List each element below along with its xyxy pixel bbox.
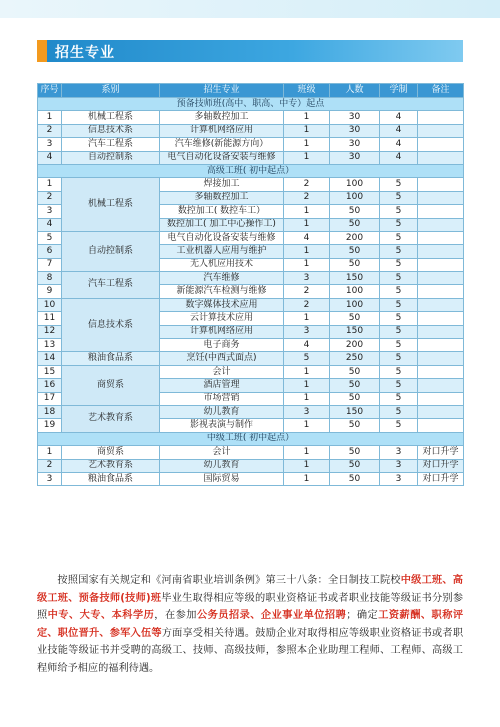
cell-people: 150: [330, 325, 380, 338]
section-heading: 高级工班( 初中起点）: [38, 164, 464, 177]
cell-people: 200: [330, 231, 380, 244]
table-row: [38, 405, 464, 418]
body-text: 方面享受相关待遇。鼓励企业对取得相应等级职业资格证书或者职业技能等级证书并受聘的高级工、技师、高级技师，参照本企业助理工程师、工程师、高级工程师给予相应的福利待遇。: [37, 627, 464, 674]
cell-major: 电子商务: [160, 339, 284, 352]
cell-no: 7: [38, 258, 62, 271]
cell-people: 50: [330, 312, 380, 325]
cell-no: 11: [38, 312, 62, 325]
section-title: 招生专业: [55, 45, 115, 61]
cell-dept: 商贸系: [62, 446, 160, 459]
cell-people: 50: [330, 218, 380, 231]
cell-major: 酒店管理: [160, 379, 284, 392]
cell-years: 4: [380, 138, 418, 151]
cell-years: 5: [380, 298, 418, 311]
cell-classes: 1: [284, 151, 330, 164]
cell-note: 对口升学: [418, 472, 464, 485]
header-years: 学制: [380, 84, 418, 98]
cell-major: 电气自动化设备安装与维修: [160, 151, 284, 164]
cell-note: [418, 205, 464, 218]
cell-no: 6: [38, 245, 62, 258]
cell-classes: 4: [284, 339, 330, 352]
cell-major: 多轴数控加工: [160, 111, 284, 124]
cell-classes: 1: [284, 459, 330, 472]
cell-note: 对口升学: [418, 459, 464, 472]
cell-years: 5: [380, 405, 418, 418]
cell-years: 4: [380, 151, 418, 164]
cell-classes: 1: [284, 392, 330, 405]
cell-no: 12: [38, 325, 62, 338]
cell-classes: 1: [284, 419, 330, 432]
cell-major: 烹饪(中西式面点): [160, 352, 284, 365]
cell-people: 30: [330, 124, 380, 137]
cell-people: 200: [330, 339, 380, 352]
cell-classes: 3: [284, 272, 330, 285]
cell-years: 5: [380, 392, 418, 405]
cell-note: [418, 231, 464, 244]
cell-dept: 信息技术系: [62, 298, 160, 352]
cell-years: 4: [380, 111, 418, 124]
cell-major: 新能源汽车检测与维修: [160, 285, 284, 298]
cell-dept: 艺术教育系: [62, 459, 160, 472]
cell-years: 5: [380, 419, 418, 432]
cell-classes: 1: [284, 312, 330, 325]
cell-note: [418, 379, 464, 392]
cell-note: [418, 392, 464, 405]
cell-major: 影视表演与制作: [160, 419, 284, 432]
cell-classes: 3: [284, 325, 330, 338]
section-heading-row: [38, 98, 464, 111]
table-row: [38, 178, 464, 191]
cell-classes: 2: [284, 298, 330, 311]
cell-years: 5: [380, 258, 418, 271]
cell-no: 2: [38, 459, 62, 472]
cell-years: 5: [380, 272, 418, 285]
cell-people: 50: [330, 365, 380, 378]
cell-no: 9: [38, 285, 62, 298]
header-dept: 系别: [62, 84, 160, 98]
cell-note: [418, 124, 464, 137]
cell-major: 汽车维修: [160, 272, 284, 285]
section-heading: 预备技师班(高中、职高、中专）起点: [38, 98, 464, 111]
table-row: [38, 459, 464, 472]
table-row: [38, 231, 464, 244]
cell-no: 8: [38, 272, 62, 285]
cell-classes: 1: [284, 111, 330, 124]
body-text: 按照国家有关规定和《河南省职业培训条例》第三十八条：全日制技工院校: [57, 575, 401, 586]
table-row: [38, 472, 464, 485]
cell-years: 3: [380, 446, 418, 459]
cell-years: 5: [380, 379, 418, 392]
highlight-text: 中级工班、高级工班、预备技师(技师)班: [37, 575, 463, 604]
cell-people: 50: [330, 258, 380, 271]
cell-no: 14: [38, 352, 62, 365]
cell-major: 焊接加工: [160, 178, 284, 191]
cell-classes: 2: [284, 178, 330, 191]
table-body: [38, 98, 464, 486]
cell-people: 50: [330, 459, 380, 472]
cell-note: [418, 178, 464, 191]
cell-note: [418, 325, 464, 338]
cell-years: 5: [380, 231, 418, 244]
cell-classes: 1: [284, 138, 330, 151]
cell-classes: 5: [284, 352, 330, 365]
cell-note: [418, 245, 464, 258]
cell-years: 3: [380, 472, 418, 485]
cell-people: 50: [330, 446, 380, 459]
cell-dept: 粮油食品系: [62, 352, 160, 365]
cell-note: [418, 365, 464, 378]
policy-text: [37, 572, 463, 678]
cell-no: 2: [38, 124, 62, 137]
cell-years: 5: [380, 312, 418, 325]
cell-people: 250: [330, 352, 380, 365]
cell-classes: 2: [284, 191, 330, 204]
cell-dept: 汽车工程系: [62, 272, 160, 299]
cell-no: 16: [38, 379, 62, 392]
cell-no: 17: [38, 392, 62, 405]
cell-years: 4: [380, 124, 418, 137]
cell-people: 150: [330, 272, 380, 285]
header-note: 备注: [418, 84, 464, 98]
cell-no: 1: [38, 178, 62, 191]
cell-dept: 自动控制系: [62, 151, 160, 164]
cell-dept: 自动控制系: [62, 231, 160, 271]
cell-classes: 1: [284, 446, 330, 459]
cell-dept: 粮油食品系: [62, 472, 160, 485]
cell-major: 计算机网络应用: [160, 325, 284, 338]
cell-no: 15: [38, 365, 62, 378]
cell-classes: 1: [284, 218, 330, 231]
cell-years: 5: [380, 339, 418, 352]
section-heading-row: [38, 164, 464, 177]
cell-dept: 汽车工程系: [62, 138, 160, 151]
table-row: [38, 272, 464, 285]
majors-table: [37, 83, 464, 486]
cell-people: 30: [330, 151, 380, 164]
cell-major: 数控加工( 数控车工）: [160, 205, 284, 218]
cell-years: 5: [380, 245, 418, 258]
cell-note: [418, 352, 464, 365]
cell-note: [418, 258, 464, 271]
table-row: [38, 365, 464, 378]
cell-classes: 3: [284, 405, 330, 418]
table-row: [38, 124, 464, 137]
cell-note: [418, 191, 464, 204]
cell-people: 150: [330, 405, 380, 418]
cell-no: 10: [38, 298, 62, 311]
cell-major: 多轴数控加工: [160, 191, 284, 204]
table-header-row: [38, 84, 464, 98]
cell-no: 4: [38, 218, 62, 231]
highlight-text: 中专、大专、本科学历: [47, 610, 155, 622]
cell-years: 3: [380, 459, 418, 472]
cell-no: 19: [38, 419, 62, 432]
cell-people: 100: [330, 191, 380, 204]
table-row: [38, 138, 464, 151]
cell-note: [418, 312, 464, 325]
header-major: 招生专业: [160, 84, 284, 98]
cell-dept: 机械工程系: [62, 178, 160, 232]
cell-years: 5: [380, 178, 418, 191]
cell-no: 18: [38, 405, 62, 418]
cell-major: 工业机器人应用与维护: [160, 245, 284, 258]
table-row: [38, 446, 464, 459]
cell-major: 数字媒体技术应用: [160, 298, 284, 311]
body-text: ，在参加: [154, 610, 197, 622]
cell-years: 5: [380, 325, 418, 338]
cell-people: 50: [330, 392, 380, 405]
section-heading-row: [38, 432, 464, 445]
cell-major: 幼儿教育: [160, 459, 284, 472]
header-people: 人数: [330, 84, 380, 98]
cell-no: 1: [38, 111, 62, 124]
cell-people: 50: [330, 472, 380, 485]
cell-classes: 1: [284, 124, 330, 137]
cell-note: [418, 405, 464, 418]
cell-people: 30: [330, 111, 380, 124]
body-text: ；确定: [346, 610, 379, 622]
section-title-bar: [37, 40, 463, 62]
cell-classes: 1: [284, 205, 330, 218]
cell-major: 计算机网络应用: [160, 124, 284, 137]
cell-note: [418, 218, 464, 231]
title-accent-block: [37, 40, 47, 62]
cell-note: [418, 298, 464, 311]
cell-major: 无人机应用技术: [160, 258, 284, 271]
cell-classes: 4: [284, 231, 330, 244]
cell-note: [418, 339, 464, 352]
cell-major: 会计: [160, 365, 284, 378]
cell-note: [418, 419, 464, 432]
cell-note: [418, 138, 464, 151]
cell-major: 会计: [160, 446, 284, 459]
cell-years: 5: [380, 218, 418, 231]
cell-no: 3: [38, 472, 62, 485]
cell-people: 100: [330, 285, 380, 298]
cell-people: 50: [330, 419, 380, 432]
cell-major: 市场营销: [160, 392, 284, 405]
table-row: [38, 151, 464, 164]
cell-classes: 1: [284, 365, 330, 378]
cell-note: [418, 151, 464, 164]
policy-paragraph: [37, 572, 463, 678]
cell-people: 50: [330, 205, 380, 218]
cell-people: 100: [330, 298, 380, 311]
cell-major: 国际贸易: [160, 472, 284, 485]
cell-dept: 商贸系: [62, 365, 160, 405]
cell-dept: 信息技术系: [62, 124, 160, 137]
cell-classes: 2: [284, 285, 330, 298]
highlight-text: 工资薪酬、职称评定、职位晋升、参军入伍等: [37, 610, 464, 639]
cell-major: 云计算技术应用: [160, 312, 284, 325]
cell-classes: 1: [284, 379, 330, 392]
cell-years: 5: [380, 365, 418, 378]
cell-classes: 1: [284, 245, 330, 258]
body-text: 毕业生取得相应等级的职业资格证书或者职业技能等级证书分别参照: [37, 592, 464, 622]
cell-no: 13: [38, 339, 62, 352]
cell-people: 100: [330, 178, 380, 191]
cell-note: [418, 111, 464, 124]
highlight-text: 公务员招录、企业事业单位招聘: [196, 610, 347, 622]
top-decor-band: [0, 0, 500, 18]
cell-years: 5: [380, 285, 418, 298]
cell-major: 电气自动化设备安装与维修: [160, 231, 284, 244]
cell-people: 30: [330, 138, 380, 151]
cell-no: 3: [38, 205, 62, 218]
header-classes: 班级: [284, 84, 330, 98]
cell-note: [418, 272, 464, 285]
cell-classes: 1: [284, 472, 330, 485]
section-heading: 中级工班( 初中起点）: [38, 432, 464, 445]
cell-people: 50: [330, 245, 380, 258]
cell-note: [418, 285, 464, 298]
table-row: [38, 298, 464, 311]
header-no: 序号: [38, 84, 62, 98]
cell-years: 5: [380, 352, 418, 365]
cell-people: 50: [330, 379, 380, 392]
cell-classes: 1: [284, 258, 330, 271]
table-row: [38, 352, 464, 365]
cell-no: 5: [38, 231, 62, 244]
cell-years: 5: [380, 191, 418, 204]
cell-dept: 艺术教育系: [62, 405, 160, 432]
cell-dept: 机械工程系: [62, 111, 160, 124]
cell-no: 3: [38, 138, 62, 151]
cell-no: 4: [38, 151, 62, 164]
cell-major: 幼儿教育: [160, 405, 284, 418]
cell-no: 1: [38, 446, 62, 459]
cell-no: 2: [38, 191, 62, 204]
cell-years: 5: [380, 205, 418, 218]
cell-major: 数控加工( 加工中心操作工): [160, 218, 284, 231]
cell-note: 对口升学: [418, 446, 464, 459]
cell-major: 汽车维修(新能源方向）: [160, 138, 284, 151]
table-row: [38, 111, 464, 124]
